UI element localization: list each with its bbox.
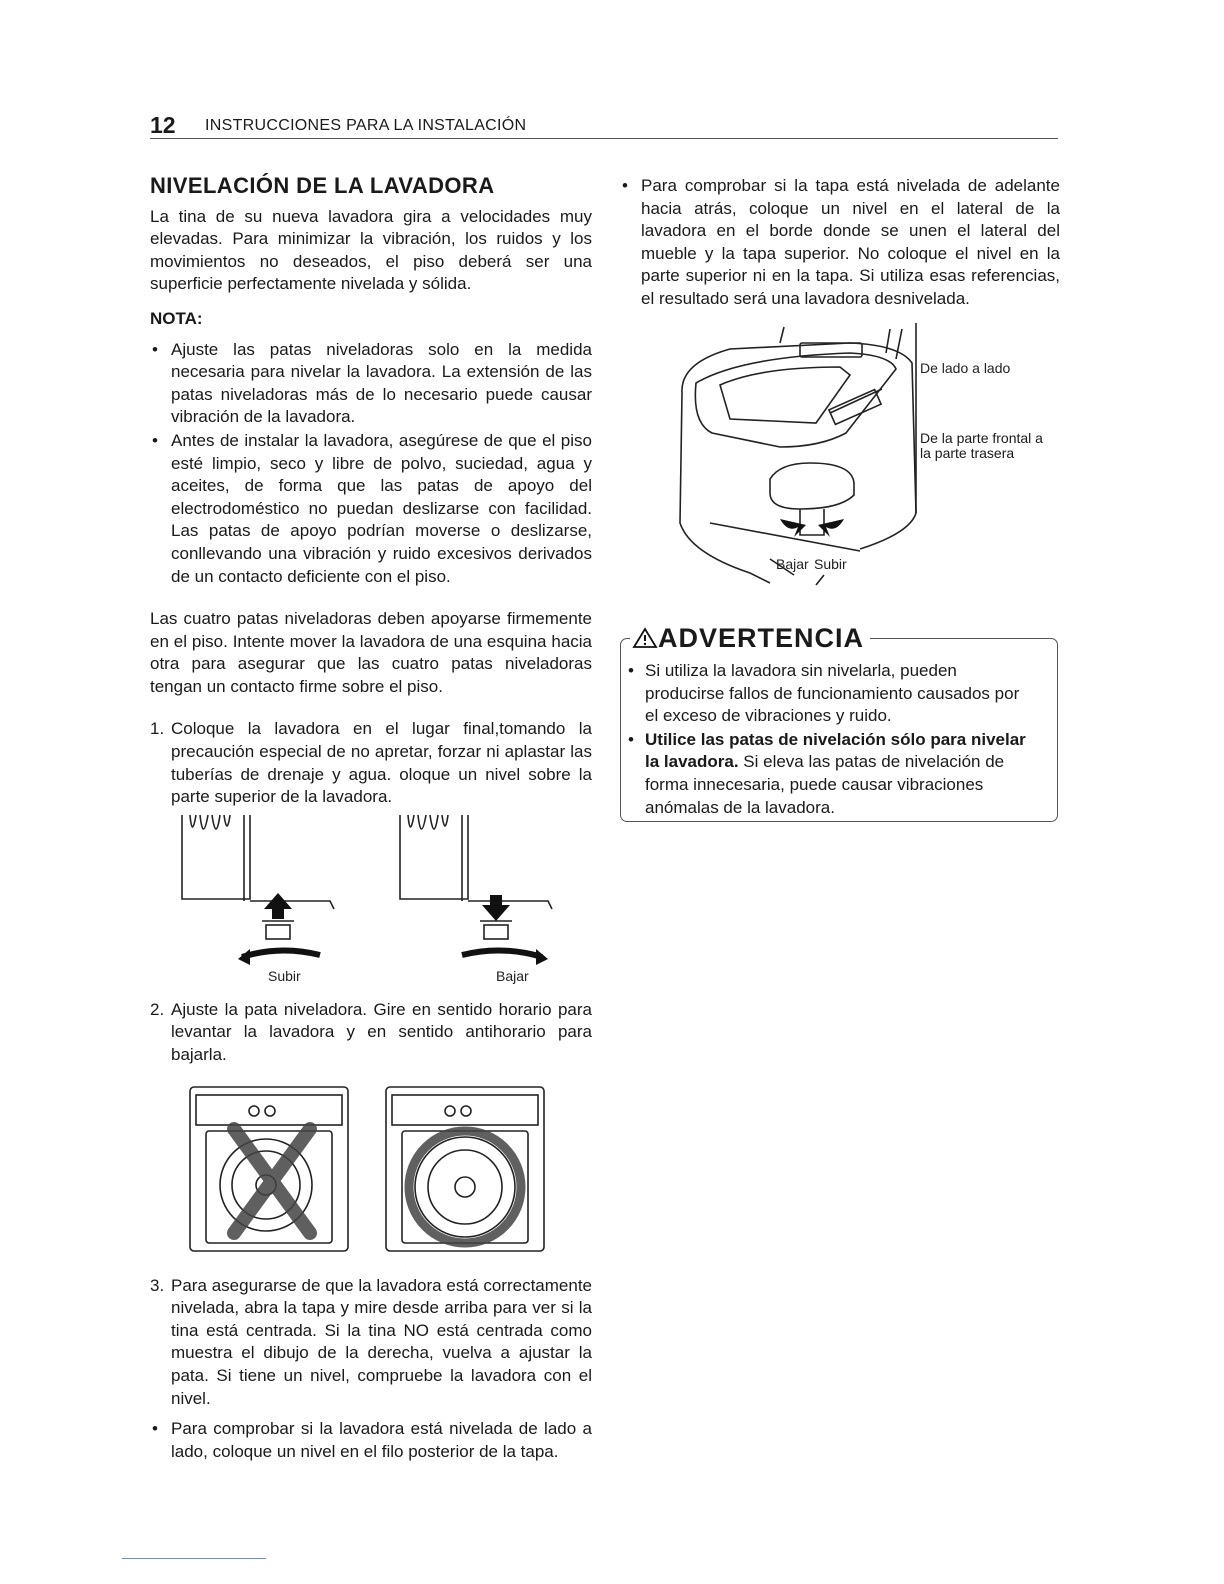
warning-body: [626, 660, 1036, 820]
footer-rule: [122, 1558, 266, 1559]
side-level-list: [150, 1418, 592, 1463]
fig-label-side-to-side: De lado a lado: [920, 359, 1011, 376]
fig-label-raise: Subir: [814, 555, 847, 572]
left-column: [150, 175, 592, 1464]
fig-label-up: Subir: [268, 967, 301, 984]
step-2: [150, 999, 592, 1067]
right-column: [620, 175, 1060, 607]
step-number: 1.: [150, 719, 165, 739]
warning-emphasis: Utilice las patas de nivelación sólo para nivelar la lavadora.: [645, 729, 1026, 772]
step-text: Ajuste la pata niveladora. Gire en sentido horario para levantar la lavadora y en sentido antihorario para bajarla.: [171, 999, 592, 1065]
fig-label-down: Bajar: [496, 967, 529, 984]
warning-detail: Si eleva las patas de nivelación de forma innecesaria, puede causar vibraciones anómalas de la lavadora.: [645, 752, 1005, 817]
tub-centering-illustration: [150, 1083, 592, 1259]
steps-list: [150, 999, 592, 1067]
list-item: • Para comprobar si la tapa está nivelada de adelante hacia atrás, coloque un nivel en el lateral de la lavadora en el borde donde se unen el lateral del mueble y la tapa superior. No coloque el nivel en la parte superior ni en la tapa. Si utiliza esas referencias, el resultado será una lavadora desnivelada.: [620, 175, 1060, 311]
section-title: NIVELACIÓN DE LA LAVADORA: [150, 173, 495, 198]
list-item: [626, 729, 1036, 819]
warning-title-text: ADVERTENCIA: [658, 623, 865, 653]
warning-list: [626, 660, 1036, 819]
steps-list: [150, 718, 592, 808]
note-label: NOTA:: [150, 308, 203, 328]
step-text: Coloque la lavadora en el lugar final,tomando la precaución especial de no apretar, forzar ni aplastar las tuberías de drenaje y agua. oloque un nivel sobre la parte superior de la lavadora.: [171, 719, 592, 807]
front-level-list: [620, 175, 1060, 311]
steps-list: [150, 1275, 592, 1411]
section-header: INSTRUCCIONES PARA LA INSTALACIÓN: [205, 117, 527, 134]
page-number: 12: [150, 112, 176, 138]
warning-triangle-icon: [632, 627, 658, 649]
list-item: • Si utiliza la lavadora sin nivelarla, pueden producirse fallos de funcionamiento causados por el exceso de vibraciones y ruido.: [626, 660, 1036, 728]
leveling-feet-illustration: [150, 809, 592, 989]
step-number: 2.: [150, 999, 165, 1019]
list-item: • Para comprobar si la lavadora está nivelada de lado a lado, coloque un nivel en el filo posterior de la tapa.: [150, 1418, 592, 1463]
step-3: [150, 1275, 592, 1411]
intro-paragraph: La tina de su nueva lavadora gira a velocidades muy elevadas. Para minimizar la vibración, los ruidos y los movimientos no deseados, el piso deberá ser una superficie perfectamente nivelada y sólida.: [150, 206, 592, 294]
list-item: • Ajuste las patas niveladoras solo en la medida necesaria para nivelar la lavadora. La extensión de las patas niveladoras más de lo necesario puede causar vibración de la lavadora.: [150, 339, 592, 429]
list-item: • Antes de instalar la lavadora, asegúrese de que el piso esté limpio, seco y libre de polvo, suciedad, agua y aceites, de forma que las patas de apoyo del electrodoméstico no puedan deslizarse con facilidad. Las patas de apoyo podrían moverse o deslizarse, conllevando una vibración y ruido excesivos derivados de un contacto deficiente con el piso.: [150, 430, 592, 588]
fig-label-front-to-back: De la parte frontal a la parte trasera: [920, 430, 1043, 461]
warning-title: [630, 622, 870, 654]
fig-label-lower: Bajar: [776, 555, 809, 572]
step-text: Para asegurarse de que la lavadora está correctamente nivelada, abra la tapa y mire desde arriba para ver si la tina está centrada. Si la tina NO está centrada como muestra el dibujo de la derecha, vuelva a ajustar la pata. Si tiene un nivel, compruebe la lavadora con el nivel.: [171, 1275, 592, 1408]
header-rule: [150, 138, 1058, 139]
step-number: 3.: [150, 1275, 165, 1295]
note-list: [150, 339, 592, 589]
level-position-illustration: [620, 323, 1060, 607]
step-1: [150, 718, 592, 808]
feet-paragraph: Las cuatro patas niveladoras deben apoyarse firmemente en el piso. Intente mover la lavadora de una esquina hacia otra para asegurar que las cuatro patas niveladoras tengan un contacto firme sobre el piso.: [150, 609, 592, 696]
